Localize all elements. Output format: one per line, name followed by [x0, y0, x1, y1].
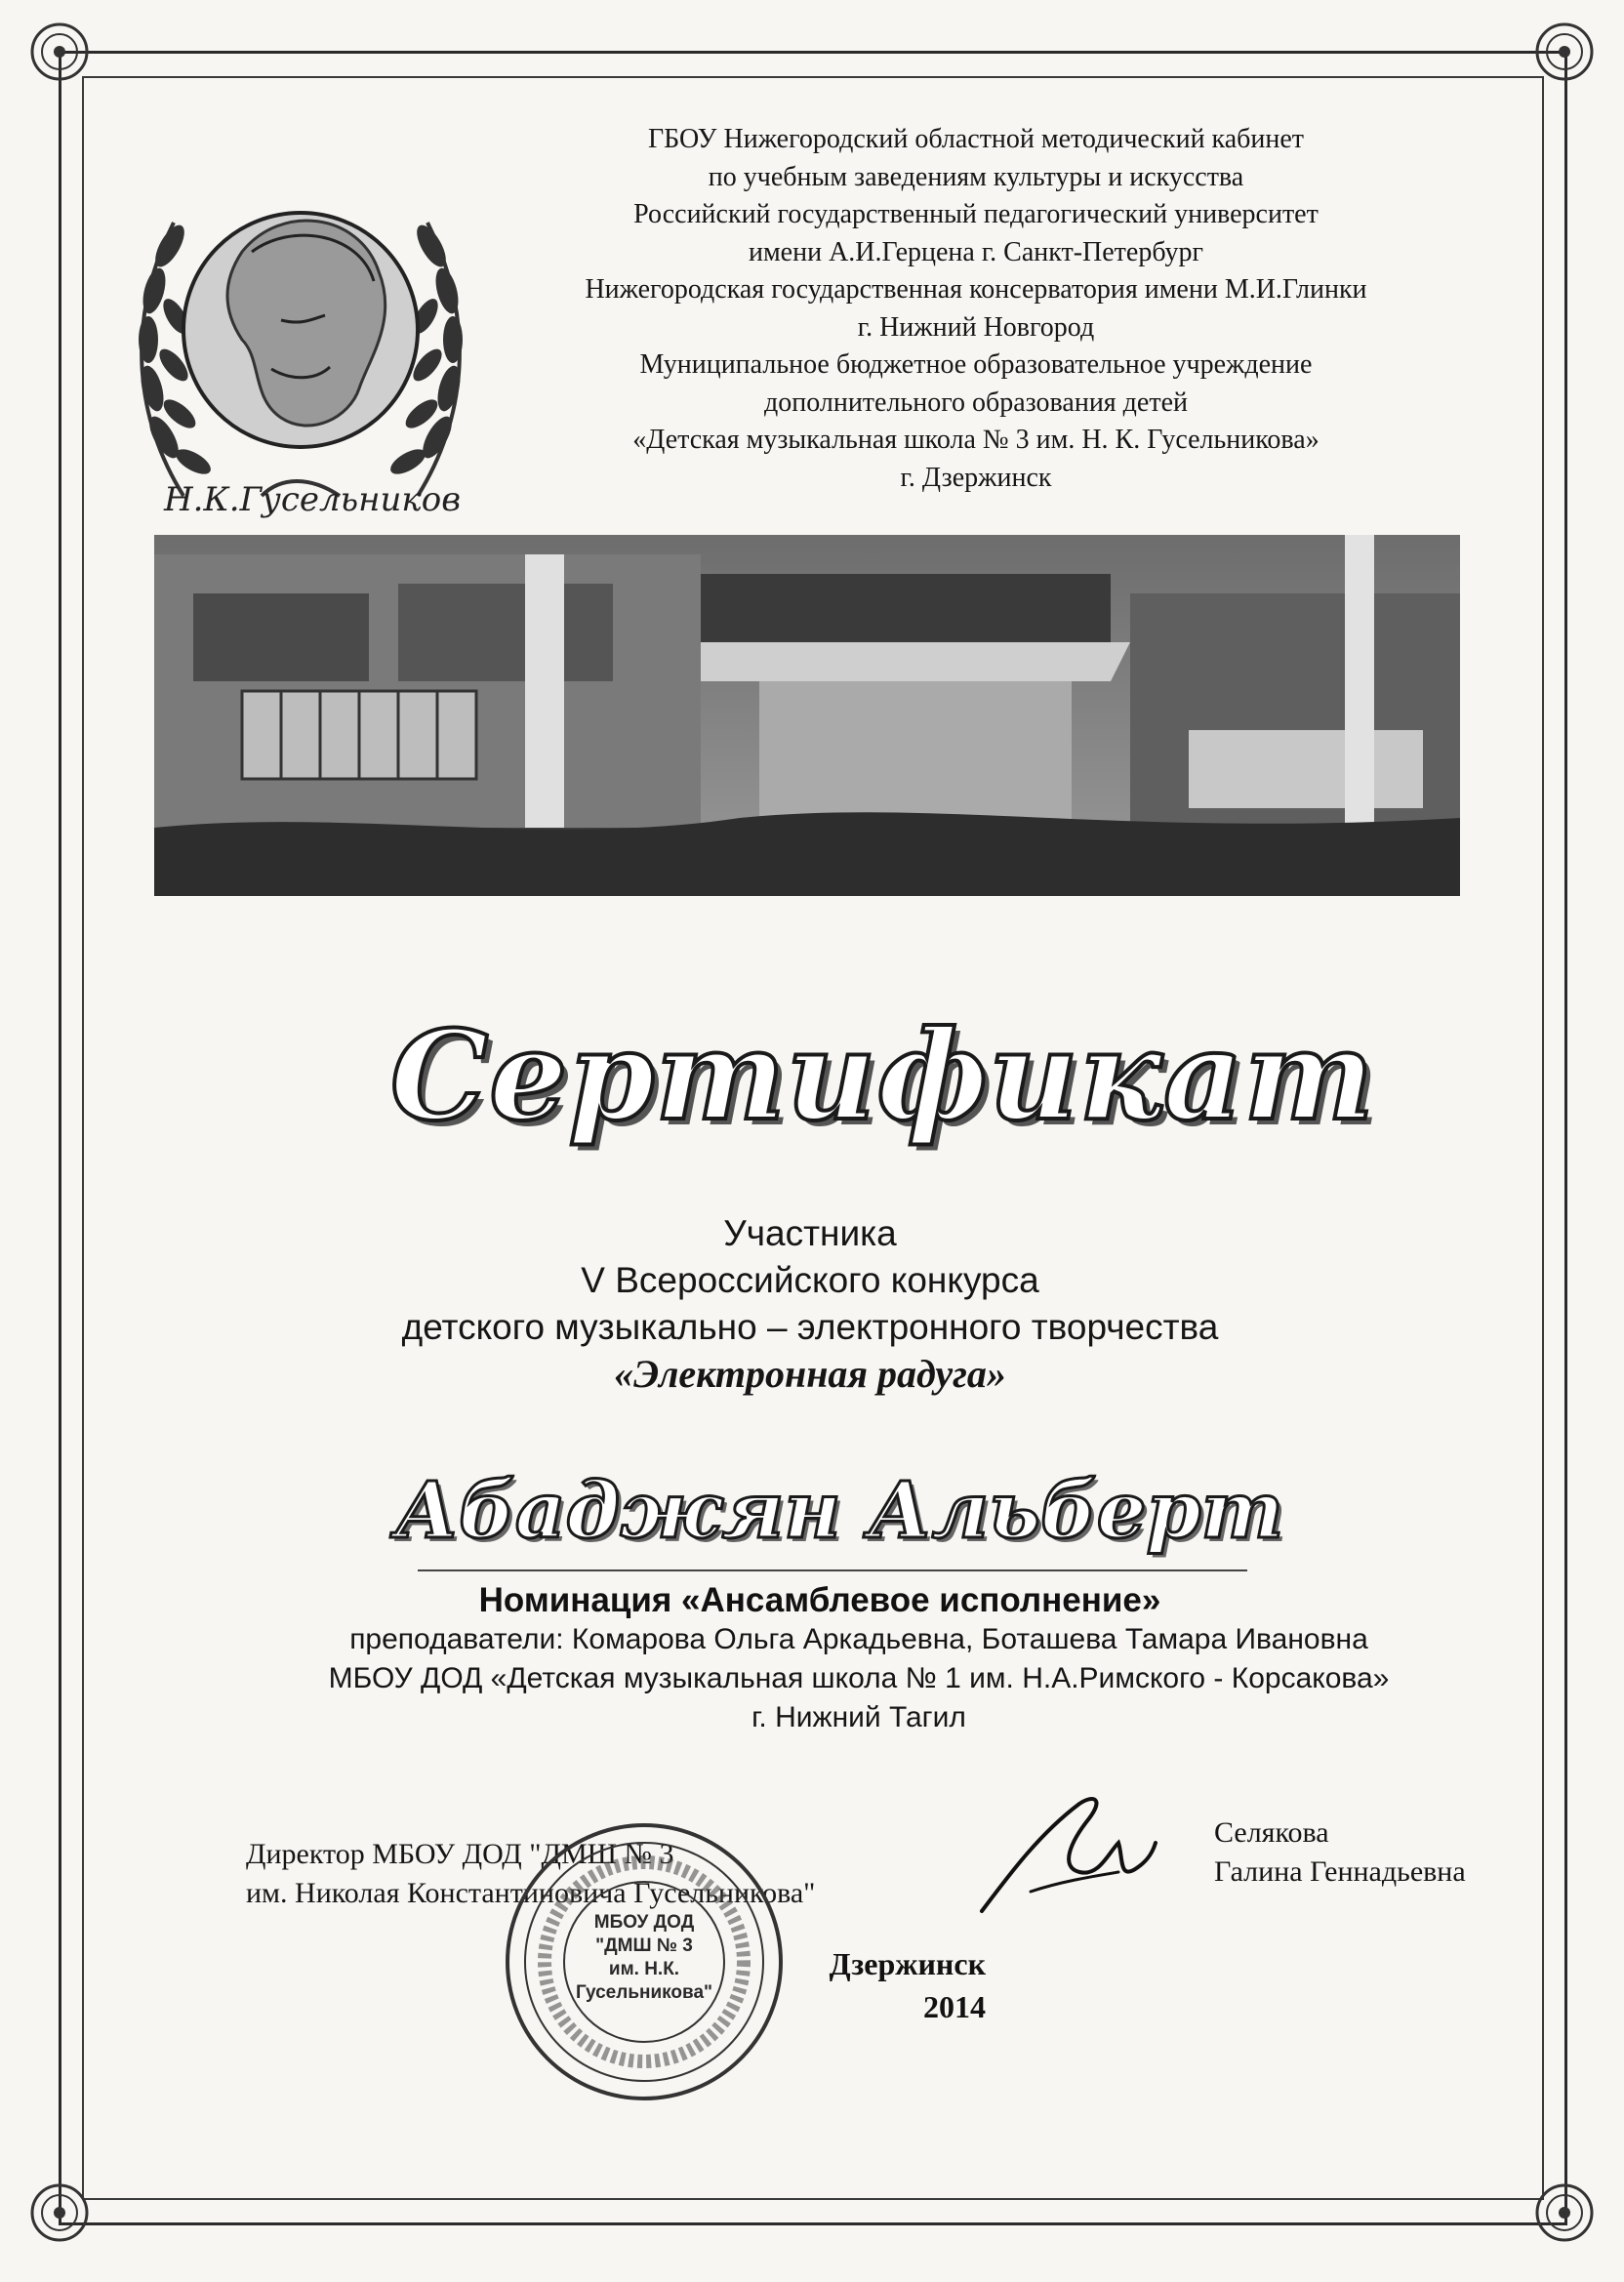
header-line: ГБОУ Нижегородский областной методический кабинет [647, 124, 1305, 154]
corner-ornament-top-left [25, 18, 94, 86]
city: Дзержинск [829, 1946, 986, 1981]
director-given-names: Галина Геннадьевна [1214, 1855, 1466, 1888]
certificate-title: Сертификат [390, 1003, 1375, 1148]
certificate-description [254, 1210, 1366, 1398]
name-underline [418, 1569, 1247, 1571]
corner-ornament-bottom-left [25, 2179, 94, 2247]
header-line: Муниципальное бюджетное образовательное учреждение [639, 349, 1313, 380]
school-city: г. Нижний Тагил [751, 1701, 966, 1733]
contest-category: детского музыкально – электронного творчества [401, 1307, 1219, 1347]
stamp-line: МБОУ ДОД [593, 1912, 695, 1933]
portrait-medallion [115, 125, 486, 535]
director-line: Директор МБОУ ДОД "ДМШ № 3 [246, 1838, 674, 1870]
header-line: «Детская музыкальная школа № 3 им. Н. К. Гусельникова» [632, 425, 1320, 455]
header-line: г. Дзержинск [900, 462, 1052, 493]
nomination: Номинация «Ансамблевое исполнение» [478, 1581, 1161, 1619]
header-line: имени А.И.Герцена г. Санкт-Петербург [748, 236, 1204, 267]
header-line: г. Нижний Новгород [857, 311, 1095, 343]
school-building-photo [154, 535, 1460, 896]
director-name [1214, 1813, 1565, 1892]
teachers-block [244, 1620, 1474, 1737]
organizers-header [488, 121, 1464, 497]
corner-ornament-bottom-right [1530, 2179, 1599, 2247]
director-line: им. Николая Константиновича Гусельникова" [246, 1877, 816, 1909]
header-line: по учебным заведениям культуры и искусства [708, 161, 1244, 192]
header-line: Российский государственный педагогический университет [633, 199, 1319, 229]
school-line: МБОУ ДОД «Детская музыкальная школа № 1 им. Н.А.Римского - Корсакова» [328, 1662, 1390, 1694]
stamp-line: "ДМШ № 3 [595, 1936, 693, 1956]
city-year [742, 1942, 986, 2028]
header-line: Нижегородская государственная консерватория имени М.И.Глинки [585, 274, 1367, 305]
contest-ordinal: V Всероссийского конкурса [581, 1260, 1039, 1300]
teachers-line: преподаватели: Комарова Ольга Аркадьевна, Боташева Тамара Ивановна [349, 1623, 1368, 1655]
portrait-caption: Н.К.Гусельников [164, 480, 461, 519]
contest-name: «Электронная радуга» [614, 1352, 1006, 1396]
handwritten-signature [972, 1774, 1157, 1921]
stamp-line: им. Н.К. Гусельникова" [575, 1959, 713, 2003]
stamp-text [547, 1911, 742, 2005]
year: 2014 [923, 1989, 986, 2024]
participant-name: Абаджян Альберт [394, 1464, 1284, 1556]
header-line: дополнительного образования детей [764, 387, 1188, 418]
corner-ornament-top-right [1530, 18, 1599, 86]
director-surname: Селякова [1214, 1816, 1329, 1849]
participant-of-label: Участника [723, 1213, 897, 1253]
